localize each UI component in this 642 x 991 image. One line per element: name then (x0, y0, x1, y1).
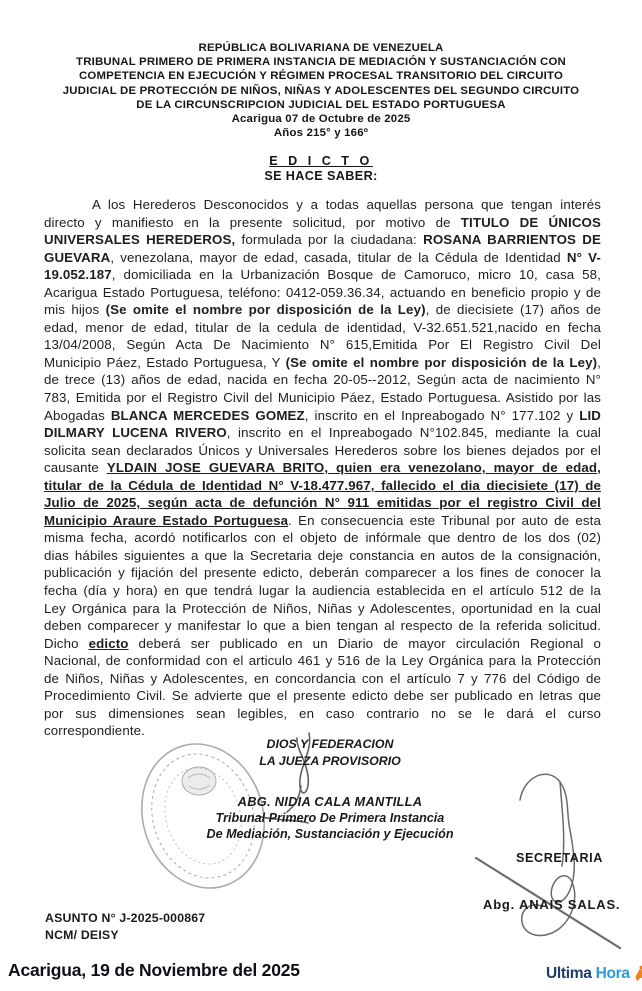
header-line-jurisdiction: DE LA CIRCUNSCRIPCION JUDICIAL DEL ESTADO PORTUGUESA (136, 98, 506, 111)
publication-date: Acarigua, 19 de Noviembre del 2025 (8, 960, 300, 980)
invocation-block (160, 736, 500, 769)
runner-mascot-icon (632, 964, 642, 983)
header-line-tribunal-2: COMPETENCIA EN EJECUCIÓN Y RÉGIMEN PROCESAL TRANSITORIO DEL CIRCUITO (78, 70, 564, 83)
logo-text-ultima: Ultima (546, 964, 592, 982)
header-line-date: Acarigua 07 de Octubre de 2025 (231, 113, 411, 126)
clerk-initials: NCM/ DEISY (45, 928, 119, 942)
secretary-name: Abg. ANAIS SALAS. (483, 897, 621, 912)
header-line-years: Años 215° y 166º (273, 127, 369, 140)
case-reference-block (45, 910, 205, 944)
judge-signature-block (160, 794, 500, 843)
se-hace-saber-heading: SE HACE SABER: (264, 169, 378, 183)
judge-name: ABG. NIDIA CALA MANTILLA (237, 794, 423, 809)
edicto-body-paragraph: A los Herederos Desconocidos y a todas aquellas persona que tengan interés directo y manifiesto en la presente solicitud, por motivo de TITULO DE ÚNICOS UNIVERSALES HEREDEROS, formulada por la ciudadana: ROSANA BARRIENTOS DE GUEVARA, venezolana, mayor de edad, casada, titular de la Cédula de Identidad N° V-19.052.187, domiciliada en la Urbanización Bosque de Camoruco, micro 10, casa 58, Acarigua Estado Portuguesa, teléfono: 0412-059.36.34, actuando en beneficio propio y de mis hijos (Se omite el nombre por disposición de la Ley), de diecisiete (17) años de edad, menor de edad, titular de la cedula de identidad, V-32.651.521,nacido en fecha 13/04/2008, Según Acta De Nacimiento N° 615,Emitida Por El Registro Civil Del Municipio Páez, Estado Portuguesa, Y (Se omite el nombre por disposición de la Ley), de trece (13) años de edad, nacida en fecha 20-05--2012, Según acta de nacimiento N° 783, Emitida por el Registro Civil del Municipio Páez, Estado Portuguesa. Asistido por las Abogadas BLANCA MERCEDES GOMEZ, inscrito en el Inpreabogado N° 177.102 y LID DILMARY LUCENA RIVERO, inscrito en el Inpreabogado N°102.845, mediante la cual solicita sean declarados Únicos y Universales Herederos sobre los bienes dejados por el causante YLDAIN JOSE GUEVARA BRITO, quien era venezolano, mayor de edad, titular de la Cédula de Identidad N° V-18.477.967, fallecido el dia diecisiete (17) de Julio de 2025, según acta de defunción N° 911 emitidas por el registro Civil del Municipio Araure Estado Portuguesa. En consecuencia este Tribunal por auto de esta misma fecha, acordó notificarlos con el objeto de infórmale que dentro de los dos (02) dias hábiles siguientes a que la Secretaria deje constancia en autos de la consignación, publicación y fijación del presente edicto, deberán comparecer a los fines de conocer la fecha (día y hora) en que tendrá lugar la audiencia establecida en el artículo 512 de la Ley Orgánica para la Protección de Niños, Niñas y Adolescentes, oportunidad en la cual deben comparecer y manifestar lo que a bien tengan al respecto de la referida solicitud. Dicho edicto deberá ser publicado en un Diario de mayor circulación Regional o Nacional, de conformidad con el articulo 461 y 516 de la Ley Orgánica para la Protección de Niños, Niñas y Adolescentes, en concordancia con el artículo 7 y 776 del Código de Procedimiento Civil. Se advierte que el presente edicto debe ser publicado en letras que por sus dimensiones sean legibles, en caso contrario no se le dará el curso correspondiente. (44, 197, 602, 739)
court-name-line-2: De Mediación, Sustanciación y Ejecución (206, 827, 454, 842)
invocation-line-1: DIOS Y FEDERACION (266, 737, 394, 751)
court-name-line-1: Tribunal Primero De Primera Instancia (215, 811, 445, 826)
asunto-number: ASUNTO N° J-2025-000867 (45, 911, 206, 925)
invocation-line-2: LA JUEZA PROVISORIO (259, 753, 401, 768)
header-line-tribunal-3: JUDICIAL DE PROTECCIÓN DE NIÑOS, NIÑAS Y ADOLESCENTES DEL SEGUNDO CIRCUITO (62, 84, 580, 97)
secretary-title: SECRETARIA (516, 851, 603, 865)
edicto-title: E D I C T O (269, 154, 373, 168)
newspaper-logo (546, 964, 642, 983)
logo-text-hora: Hora (595, 964, 630, 982)
header-line-tribunal-1: TRIBUNAL PRIMERO DE PRIMERA INSTANCIA DE MEDIACIÓN Y SUSTANCIACIÓN CON (76, 56, 566, 69)
header-line-republic: REPÚBLICA BOLIVARIANA DE VENEZUELA (198, 42, 444, 54)
court-header (30, 41, 612, 140)
